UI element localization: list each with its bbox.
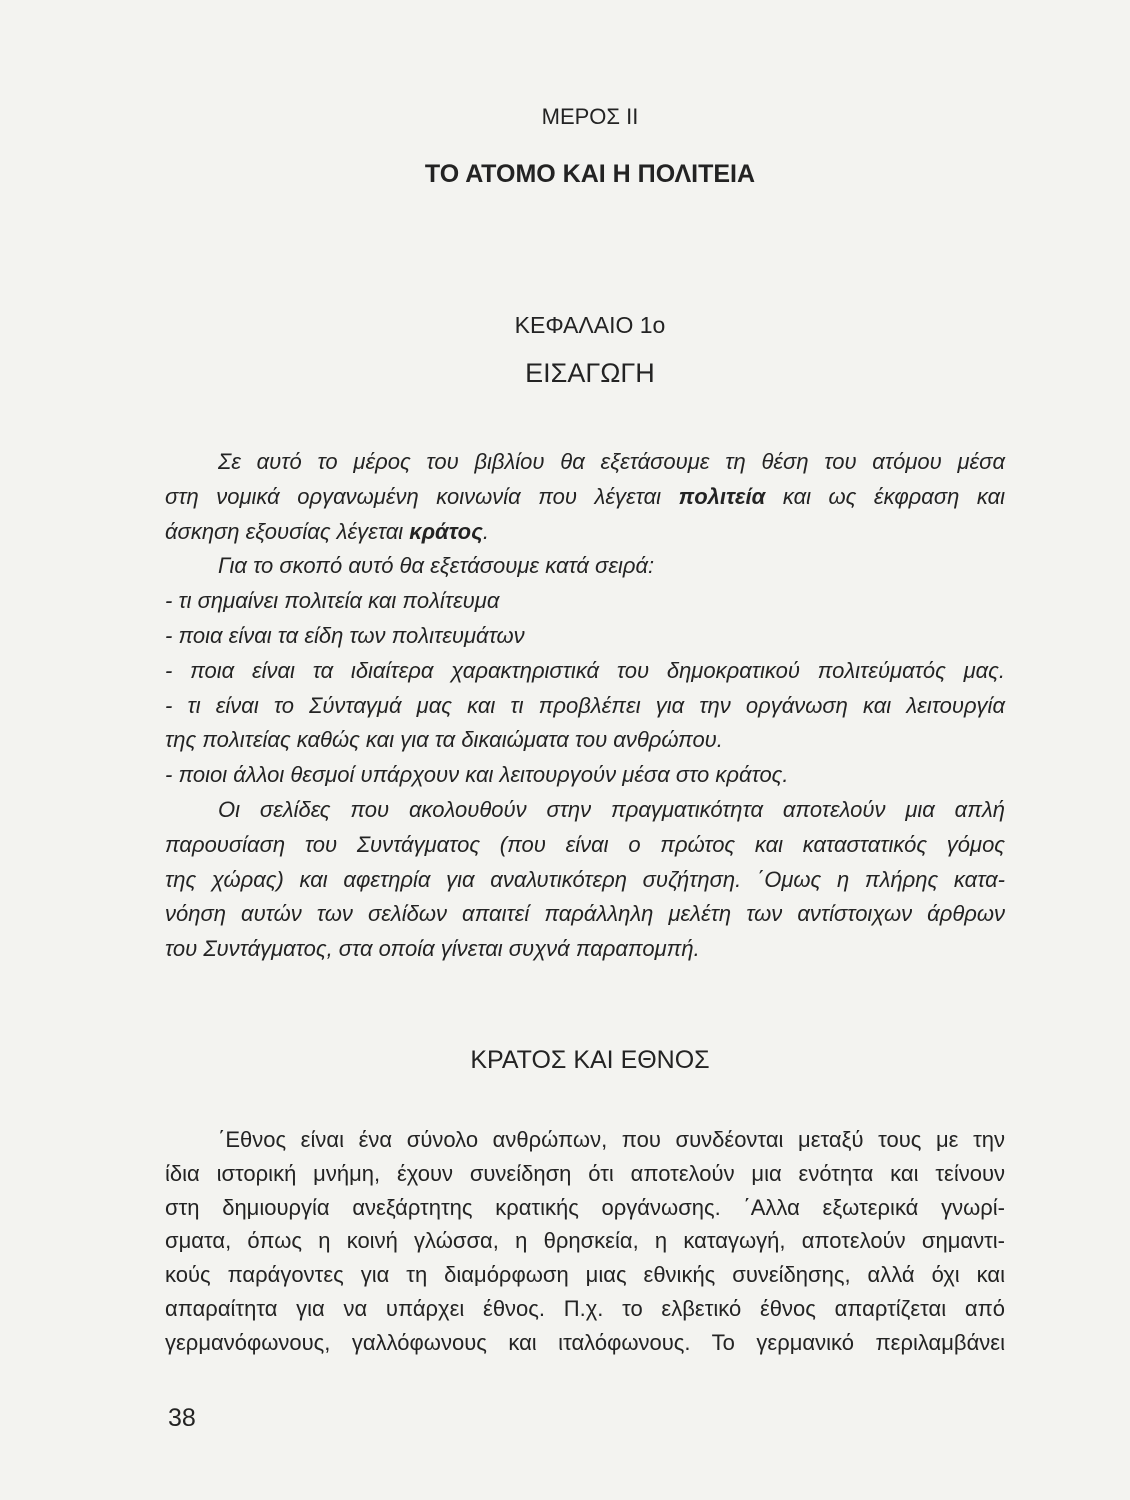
text-segment: παρουσίαση του Συντάγματος (που είναι ο πρώτος και καταστατικός γόμος [165, 831, 1005, 857]
text-line [165, 483, 1005, 511]
text-line [165, 900, 1005, 928]
text-segment: - τι σημαίνει πολιτεία και πολίτευμα [165, 588, 500, 614]
text-line [165, 622, 1005, 650]
text-line [165, 1295, 1005, 1323]
text-segment: ίδια ιστορική μνήμη, έχουν συνείδηση ότι αποτελούν μια ενότητα και τείνουν [165, 1160, 1005, 1186]
part-label: ΜΕΡΟΣ ΙΙ [541, 104, 639, 129]
text-segment: και ως έκφραση και [765, 483, 1006, 509]
text-line [165, 831, 1005, 859]
text-line [218, 796, 1005, 824]
text-line [165, 761, 1005, 789]
text-segment: ΄Εθνος είναι ένα σύνολο ανθρώπων, που συνδέονται μεταξύ τους με την [218, 1127, 1005, 1152]
text-segment: της πολιτείας καθώς και για τα δικαιώματα του ανθρώπου. [165, 727, 723, 753]
text-line [165, 1194, 1005, 1222]
text-segment: - ποια είναι τα είδη των πολιτευμάτων [165, 623, 525, 648]
text-line [165, 587, 1005, 615]
text-line [218, 552, 1005, 580]
text-line [218, 448, 1005, 476]
part-title: ΤΟ ΑΤΟΜΟ ΚΑΙ Η ΠΟΛΙΤΕΙΑ [424, 160, 756, 188]
text-line [165, 518, 1005, 546]
section-title: ΚΡΑΤΟΣ ΚΑΙ ΕΘΝΟΣ [470, 1046, 710, 1074]
chapter-title: ΕΙΣΑΓΩΓΗ [525, 358, 655, 388]
text-line [165, 935, 1005, 963]
text-segment: Για το σκοπό αυτό θα εξετάσουμε κατά σειρά: [218, 553, 655, 579]
text-segment: στη δημιουργία ανεξάρτητης κρατικής οργάνωσης. ΄Αλλα εξωτερικά γνωρί- [165, 1194, 1005, 1220]
text-segment: - τι είναι το Σύνταγμά μας και τι προβλέπει για την οργάνωση και λειτουργία [165, 692, 1005, 718]
text-segment: του Συντάγματος, στα οποία γίνεται συχνά παραπομπή. [165, 936, 700, 962]
text-segment: - ποιοι άλλοι θεσμοί υπάρχουν και λειτουργούν μέσα στο κράτος. [165, 762, 789, 788]
text-segment: άσκηση εξουσίας λέγεται [165, 518, 410, 544]
text-segment: Οι σελίδες που ακολουθούν στην πραγματικότητα αποτελούν μια απλή [218, 797, 1005, 822]
page-number: 38 [168, 1404, 196, 1432]
text-segment: γερμανόφωνους, γαλλόφωνους και ιταλόφωνους. Το γερμανικό περιλαμβάνει [165, 1329, 1005, 1355]
text-segment: νόηση αυτών των σελίδων απαιτεί παράλληλη μελέτη των αντίστοιχων άρθρων [165, 901, 1005, 927]
text-segment: - ποια είναι τα ιδιαίτερα χαρακτηριστικά του δημοκρατικού πολιτεύματός μας. [165, 657, 1005, 683]
text-segment: . [482, 518, 489, 544]
bold-term: πολιτεία [678, 483, 766, 509]
text-line [165, 692, 1005, 720]
text-segment: Σε αυτό το μέρος του βιβλίου θα εξετάσουμε τη θέση του ατόμου μέσα [218, 449, 1005, 474]
text-line [165, 1160, 1005, 1188]
text-segment: σματα, όπως η κοινή γλώσσα, η θρησκεία, η καταγωγή, αποτελούν σημαντι- [165, 1228, 1005, 1254]
text-line [218, 1126, 1005, 1154]
text-segment: απαραίτητα για να υπάρχει έθνος. Π.χ. το ελβετικό έθνος απαρτίζεται από [165, 1296, 1005, 1321]
text-segment: κούς παράγοντες για τη διαμόρφωση μιας εθνικής συνείδησης, αλλά όχι και [165, 1262, 1005, 1288]
chapter-label: ΚΕΦΑΛΑΙΟ 1ο [514, 312, 666, 338]
text-line [165, 866, 1005, 894]
text-line [165, 1227, 1005, 1255]
bold-term: κράτος [409, 518, 483, 544]
text-segment: της χώρας) και αφετηρία για αναλυτικότερη συζήτηση. ΄Ομως η πλήρης κατα- [165, 866, 1005, 892]
text-segment: στη νομικά οργανωμένη κοινωνία που λέγεται [165, 483, 679, 509]
text-line [165, 1329, 1005, 1357]
text-line [165, 657, 1005, 685]
text-line [165, 1261, 1005, 1289]
text-line [165, 726, 1005, 754]
